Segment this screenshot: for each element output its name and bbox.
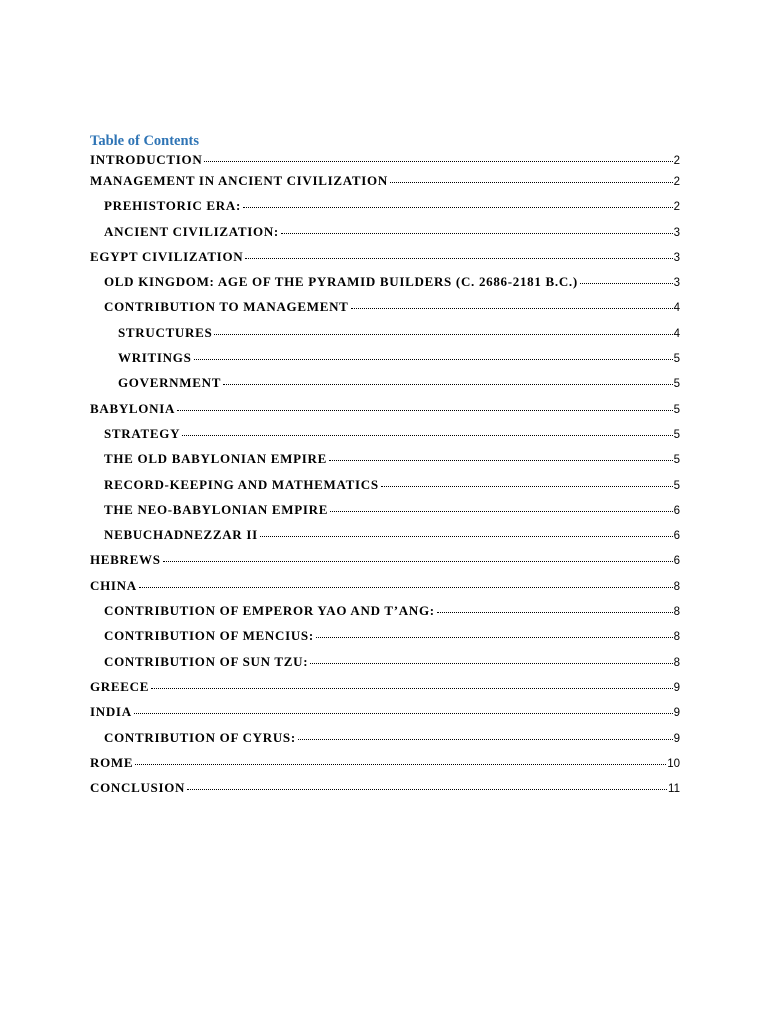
toc-dot-leader — [182, 422, 672, 436]
toc-entry-list — [90, 150, 680, 800]
toc-dot-leader — [223, 371, 673, 385]
toc-dot-leader — [310, 650, 672, 664]
toc-entry-label: CONTRIBUTION OF SUN TZU: — [104, 653, 309, 669]
toc-dot-leader — [390, 169, 673, 183]
toc-entry[interactable] — [90, 193, 680, 218]
toc-page-number: 11 — [668, 783, 680, 796]
toc-page-number: 6 — [673, 504, 680, 517]
toc-entry-label: THE NEO-BABYLONIAN EMPIRE — [104, 501, 329, 517]
toc-dot-leader — [187, 776, 667, 790]
toc-dot-leader — [245, 245, 672, 259]
toc-entry[interactable] — [90, 623, 680, 648]
toc-dot-leader — [204, 148, 672, 162]
toc-entry-label: PREHISTORIC ERA: — [104, 198, 242, 214]
toc-page-number: 4 — [673, 302, 680, 315]
toc-entry-label: RECORD-KEEPING AND MATHEMATICS — [104, 476, 379, 492]
toc-entry[interactable] — [90, 396, 680, 421]
toc-page-number: 3 — [673, 277, 680, 290]
toc-dot-leader — [139, 574, 673, 588]
toc-page-number: 10 — [667, 757, 680, 770]
toc-entry[interactable] — [90, 725, 680, 750]
toc-entry[interactable] — [90, 421, 680, 446]
toc-entry-label: EGYPT CIVILIZATION — [90, 248, 244, 264]
toc-page-number: 9 — [673, 707, 680, 720]
toc-entry[interactable] — [90, 370, 680, 395]
toc-entry-label: CONTRIBUTION OF EMPEROR YAO AND T’ANG: — [104, 603, 435, 619]
toc-entry[interactable] — [90, 269, 680, 294]
toc-page-number: 9 — [673, 732, 680, 745]
toc-entry-label: INDIA — [90, 704, 132, 720]
toc-dot-leader — [163, 548, 673, 562]
toc-page-number: 5 — [673, 428, 680, 441]
toc-entry[interactable] — [90, 150, 680, 166]
toc-dot-leader — [381, 473, 673, 487]
toc-entry-label: STRUCTURES — [118, 324, 213, 340]
toc-page-number: 5 — [673, 353, 680, 366]
toc-entry-label: OLD KINGDOM: AGE OF THE PYRAMID BUILDERS (C. 2686-2181 B.C.) — [104, 274, 578, 290]
toc-dot-leader — [330, 498, 673, 512]
toc-title: Table of Contents — [90, 133, 200, 149]
toc-dot-leader — [177, 397, 673, 411]
toc-entry[interactable] — [90, 598, 680, 623]
toc-entry[interactable] — [90, 446, 680, 471]
toc-entry[interactable] — [90, 168, 680, 193]
toc-dot-leader — [135, 751, 666, 765]
toc-page-number: 5 — [673, 479, 680, 492]
toc-page-number: 5 — [673, 403, 680, 416]
toc-page-number: 8 — [673, 580, 680, 593]
toc-dot-leader — [351, 295, 673, 309]
toc-entry-label: CONTRIBUTION OF MENCIUS: — [104, 628, 314, 644]
toc-dot-leader — [298, 726, 673, 740]
toc-dot-leader — [329, 447, 673, 461]
toc-page-number: 3 — [673, 226, 680, 239]
toc-page-number: 2 — [673, 201, 680, 214]
toc-entry[interactable] — [90, 750, 680, 775]
toc-entry-label: THE OLD BABYLONIAN EMPIRE — [104, 451, 327, 467]
toc-page-number: 4 — [673, 327, 680, 340]
toc-dot-leader — [281, 220, 673, 234]
toc-entry-label: CONCLUSION — [90, 780, 186, 796]
toc-dot-leader — [260, 523, 673, 537]
toc-dot-leader — [243, 194, 673, 208]
toc-page-number: 8 — [673, 631, 680, 644]
toc-entry-label: GOVERNMENT — [118, 375, 222, 391]
toc-page-number: 3 — [673, 251, 680, 264]
toc-entry[interactable] — [90, 674, 680, 699]
toc-page-number: 5 — [673, 378, 680, 391]
toc-dot-leader — [214, 321, 672, 335]
toc-page-number: 9 — [673, 681, 680, 694]
toc-entry[interactable] — [90, 573, 680, 598]
toc-entry-label: CHINA — [90, 577, 137, 593]
toc-page-number: 8 — [673, 606, 680, 619]
toc-entry-label: HEBREWS — [90, 552, 161, 568]
toc-dot-leader — [316, 624, 673, 638]
toc-page-number: 6 — [673, 530, 680, 543]
toc-entry[interactable] — [90, 244, 680, 269]
toc-entry[interactable] — [90, 649, 680, 674]
toc-entry-label: STRATEGY — [104, 425, 181, 441]
toc-entry[interactable] — [90, 294, 680, 319]
toc-page-number: 6 — [673, 555, 680, 568]
toc-entry[interactable] — [90, 320, 680, 345]
toc-entry-label: MANAGEMENT IN ANCIENT CIVILIZATION — [90, 173, 388, 188]
toc-entry-label: CONTRIBUTION OF CYRUS: — [104, 729, 296, 745]
toc-entry-label: GREECE — [90, 678, 150, 694]
toc-entry[interactable] — [90, 219, 680, 244]
table-of-contents — [90, 133, 680, 800]
toc-dot-leader — [437, 599, 673, 613]
toc-dot-leader — [151, 675, 672, 689]
toc-entry[interactable] — [90, 345, 680, 370]
toc-entry-label: ANCIENT CIVILIZATION: — [104, 223, 279, 239]
toc-dot-leader — [580, 270, 673, 284]
toc-entry[interactable] — [90, 472, 680, 497]
toc-entry[interactable] — [90, 547, 680, 572]
toc-entry[interactable] — [90, 775, 680, 800]
toc-entry-label: INTRODUCTION — [90, 152, 203, 167]
toc-entry[interactable] — [90, 522, 680, 547]
toc-entry-label: NEBUCHADNEZZAR II — [104, 527, 258, 543]
toc-entry[interactable] — [90, 497, 680, 522]
toc-entry[interactable] — [90, 699, 680, 724]
toc-dot-leader — [134, 700, 673, 714]
toc-page-number: 2 — [673, 176, 680, 188]
toc-page-number: 5 — [673, 454, 680, 467]
toc-entry-label: CONTRIBUTION TO MANAGEMENT — [104, 299, 349, 315]
toc-entry-label: BABYLONIA — [90, 400, 176, 416]
toc-entry-label: WRITINGS — [118, 350, 192, 366]
toc-page-number: 2 — [673, 155, 680, 167]
toc-page-number: 8 — [673, 656, 680, 669]
toc-dot-leader — [194, 346, 673, 360]
toc-entry-label: ROME — [90, 754, 134, 770]
